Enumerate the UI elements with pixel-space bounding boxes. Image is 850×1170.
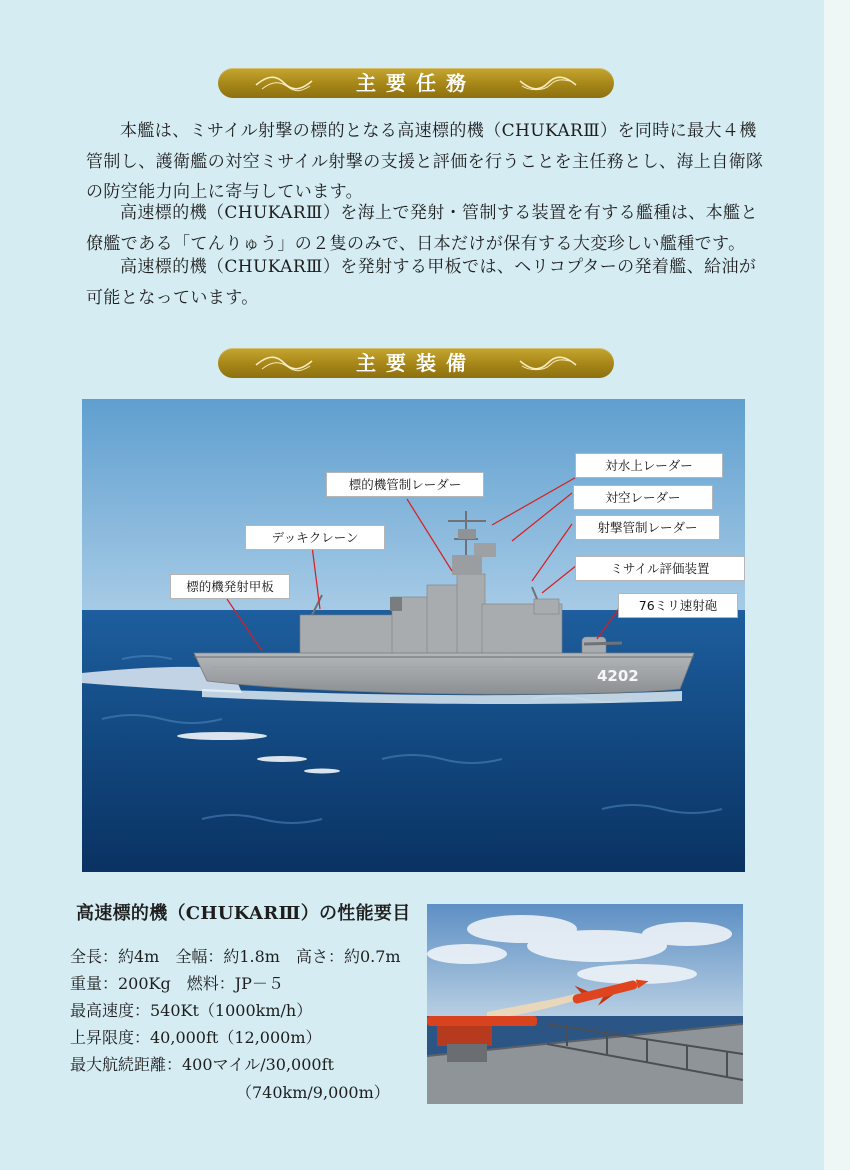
mission-paragraph-1: 本艦は、ミサイル射撃の標的となる高速標的機（CHUKARⅢ）を同時に最大４機管制し、護衛艦の対空ミサイル射撃の支援と評価を行うことを主任務とし、海上自衛隊の防空能力向上に寄与しています。 xyxy=(86,121,764,202)
page-edge xyxy=(824,0,850,1170)
mission-paragraph-2: 高速標的機（CHUKARⅢ）を海上で発射・管制する装置を有する艦種は、本艦と僚艦である「てんりゅう」の２隻のみで、日本だけが保有する大変珍しい艦種です。 xyxy=(86,203,758,254)
callout-launch-deck: 標的機発射甲板 xyxy=(170,574,290,599)
mission-heading-banner xyxy=(218,68,614,98)
equipment-heading-banner xyxy=(218,348,614,378)
ship-photo xyxy=(82,399,745,872)
spec-line: 重量：200Kg 燃料：JP－５ xyxy=(70,974,284,993)
equipment-heading: 主要装備 xyxy=(356,351,476,375)
callout-deck-crane: デッキクレーン xyxy=(245,525,385,550)
hull-number: 4202 xyxy=(597,667,639,685)
callout-air-radar: 対空レーダー xyxy=(573,485,713,510)
spec-line: 全長：約4m 全幅：約1.8m 高さ：約0.7m xyxy=(70,947,401,966)
callout-missile-eval: ミサイル評価装置 xyxy=(575,556,745,581)
callout-surface-radar: 対水上レーダー xyxy=(575,453,723,478)
mission-paragraph-3: 高速標的機（CHUKARⅢ）を発射する甲板では、ヘリコプターの発着艦、給油が可能となっています。 xyxy=(86,257,757,308)
callout-target-control-radar: 標的機管制レーダー xyxy=(326,472,484,497)
drone-launch-photo xyxy=(427,904,743,1104)
spec-line: 最高速度：540Kt（1000km/h） xyxy=(70,1001,313,1020)
specs-title: 高速標的機（CHUKARⅢ）の性能要目 xyxy=(76,903,411,924)
callout-fire-control-radar: 射撃管制レーダー xyxy=(575,515,720,540)
spec-line: （740km/9,000m） xyxy=(236,1083,390,1102)
callout-gun: 76ミリ速射砲 xyxy=(618,593,738,618)
mission-heading: 主要任務 xyxy=(356,71,476,95)
spec-line: 最大航続距離：400マイル/30,000ft xyxy=(70,1055,334,1074)
spec-line: 上昇限度：40,000ft（12,000m） xyxy=(70,1028,322,1047)
